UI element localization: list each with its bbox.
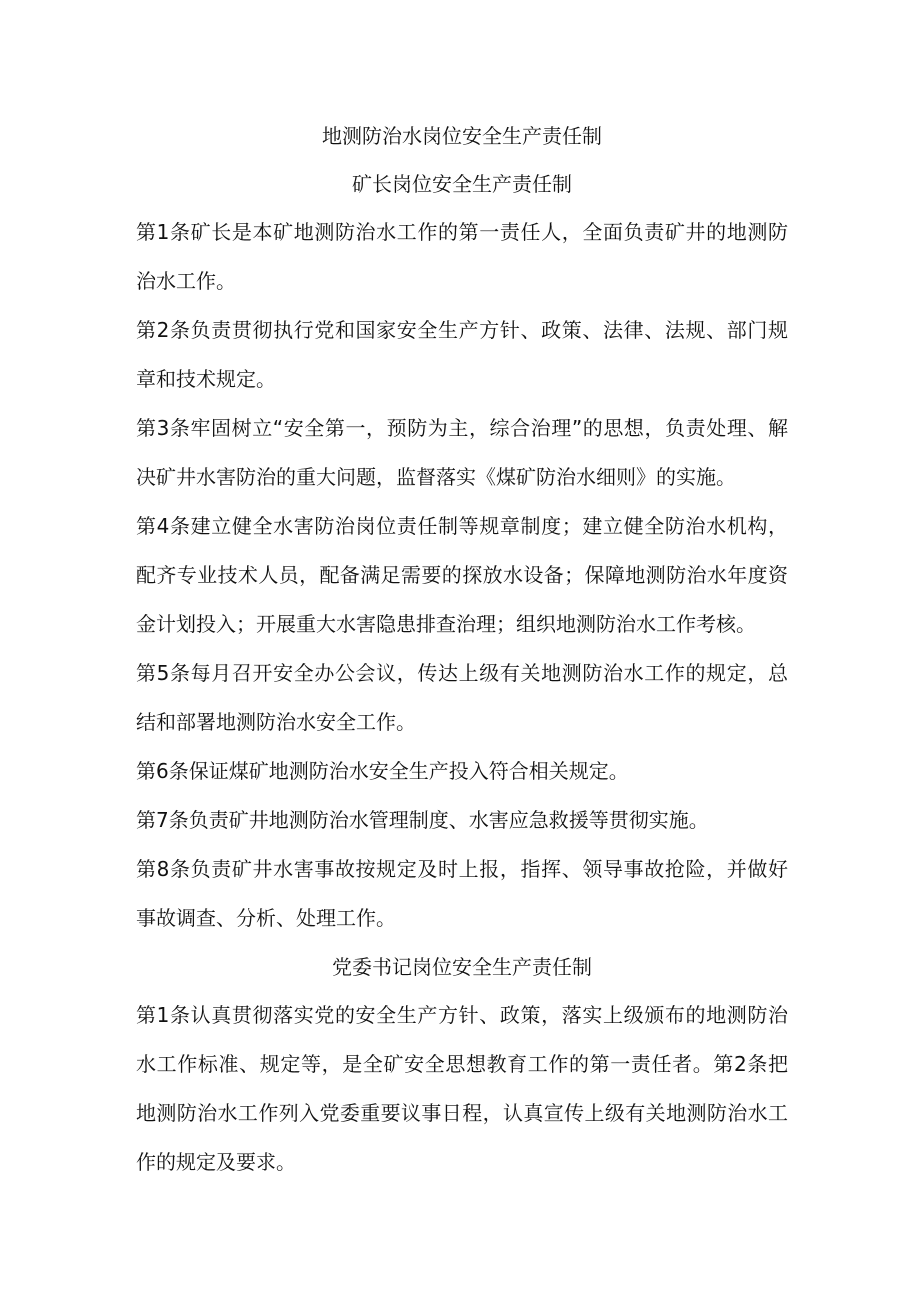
- article-paragraph: 第7条负责矿井地测防治水管理制度、水害应急救援等贯彻实施。: [136, 808, 709, 832]
- article-paragraph: 第2条负责贯彻执行党和国家安全生产方针、政策、法律、法规、部门规章和技术规定。: [136, 318, 788, 391]
- article-paragraph: 第3条牢固树立“安全第一，预防为主，综合治理”的思想，负责处理、解决矿井水害防治的重大问题，监督落实《煤矿防治水细则》的实施。: [136, 416, 788, 489]
- article-paragraph: 第1条认真贯彻落实党的安全生产方针、政策，落实上级颁布的地测防治水工作标准、规定等，是全矿安全思想教育工作的第一责任者。第2条把地测防治水工作列入党委重要议事日程，认真宣传上级有关地测防治水工作的规定及要求。: [136, 1003, 788, 1174]
- document-body: [136, 112, 788, 1187]
- article-paragraph: 第8条负责矿井水害事故按规定及时上报，指挥、领导事故抢险，并做好事故调查、分析、处理工作。: [136, 857, 788, 930]
- article-paragraph: 第4条建立健全水害防治岗位责任制等规章制度；建立健全防治水机构，配齐专业技术人员，配备满足需要的探放水设备；保障地测防治水年度资金计划投入；开展重大水害隐患排查治理；组织地测防治水工作考核。: [136, 514, 788, 636]
- article-paragraph: 第6条保证煤矿地测防治水安全生产投入符合相关规定。: [136, 759, 629, 783]
- section-heading-mine-director: 矿长岗位安全生产责任制: [352, 172, 572, 196]
- section-heading-party-secretary: 党委书记岗位安全生产责任制: [332, 955, 592, 979]
- article-paragraph: 第5条每月召开安全办公会议，传达上级有关地测防治水工作的规定，总结和部署地测防治水安全工作。: [136, 661, 788, 734]
- document-title: 地测防治水岗位安全生产责任制: [322, 124, 602, 148]
- article-paragraph: 第1条矿长是本矿地测防治水工作的第一责任人，全面负责矿井的地测防治水工作。: [136, 220, 788, 293]
